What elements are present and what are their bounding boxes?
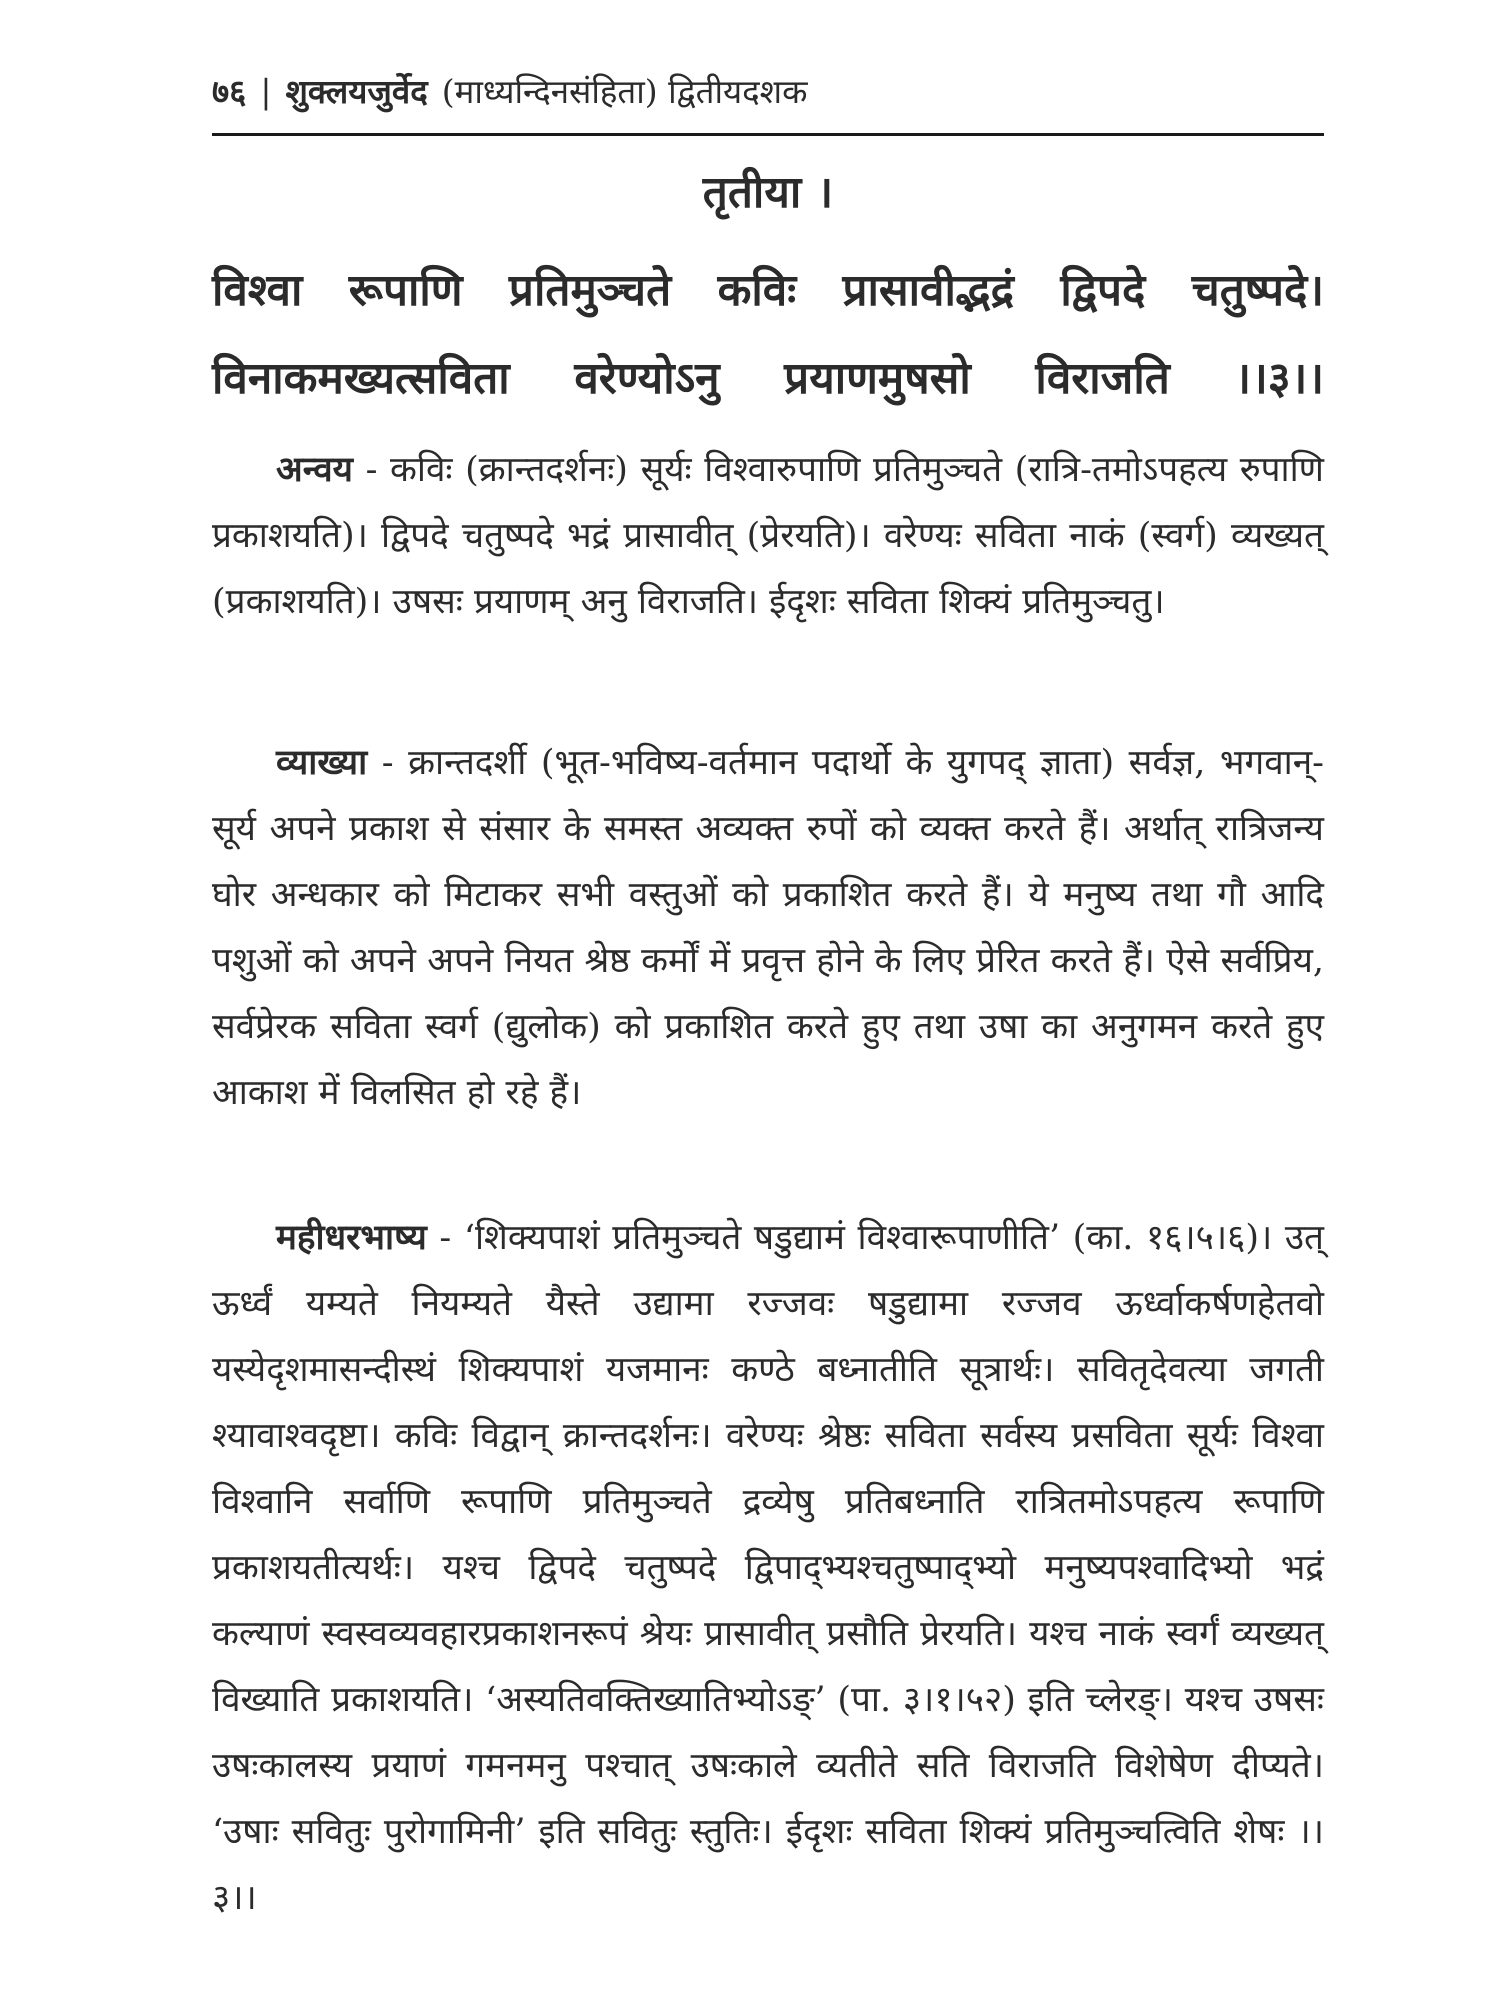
- running-header: [212, 68, 1324, 128]
- header-rule: [212, 133, 1324, 136]
- vyakhya-text: - क्रान्तदर्शी (भूत-भविष्य-वर्तमान पदार्थो के युगपद् ज्ञाता) सर्वज्ञ, भगवान्-सूर्य अपने प्रकाश से संसार के समस्त अव्यक्त रुपों को व्यक्त करते हैं। अर्थात् रात्रिजन्य घोर अन्धकार को मिटाकर सभी वस्तुओं को प्रकाशित करते हैं। ये मनुष्य तथा गौ आदि पशुओं को अपने अपने नियत श्रेष्ठ कर्मों में प्रवृत्त होने के लिए प्रेरित करते हैं। ऐसे सर्वप्रिय, सर्वप्रेरक सविता स्वर्ग (द्युलोक) को प्रकाशित करते हुए तथा उषा का अनुगमन करते हुए आकाश में विलसित हो रहे हैं।: [212, 743, 1324, 1113]
- book-title: शुक्लयजुर्वेद: [285, 72, 428, 111]
- mahidhar-text: - ‘शिक्यपाशं प्रतिमुञ्चते षडुद्यामं विश्वारूपाणीति’ (का. १६।५।६)। उत् ऊर्ध्वं यम्यते नियम्यते यैस्ते उद्यामा रज्जवः षडुद्यामा रज्जव ऊर्ध्वाकर्षणहेतवो यस्येदृशमासन्दीस्थं शिक्यपाशं यजमानः कण्ठे बध्नातीति सूत्रार्थः। सवितृदेवत्या जगती श्यावाश्वदृष्टा। कविः विद्वान् क्रान्तदर्शनः। वरेण्यः श्रेष्ठः सविता सर्वस्य प्रसविता सूर्यः विश्वा विश्वानि सर्वाणि रूपाणि प्रतिमुञ्चते द्रव्येषु प्रतिबध्नाति रात्रितमोऽपहत्य रूपाणि प्रकाशयतीत्यर्थः। यश्च द्विपदे चतुष्पदे द्विपाद्भ्यश्चतुष्पाद्भ्यो मनुष्यपश्वादिभ्यो भद्रं कल्याणं स्वस्वव्यवहारप्रकाशनरूपं श्रेयः प्रासावीत् प्रसौति प्रेरयति। यश्च नाकं स्वर्गं व्यख्यत् विख्याति प्रकाशयति। ‘अस्यतिवक्तिख्यातिभ्योऽङ्’ (पा. ३।१।५२) इति च्लेरङ्। यश्च उषसः उषःकालस्य प्रयाणं गमनमनु पश्चात् उषःकाले व्यतीते सति विराजति विशेषेण दीप्यते। ‘उषाः सवितुः पुरोगामिनी’ इति सवितुः स्तुतिः। ईदृशः सविता शिक्यं प्रतिमुञ्चत्विति शेषः ।।३।।: [212, 1218, 1324, 1918]
- vyakhya-paragraph: [212, 730, 1324, 1126]
- page-number: ७६: [212, 72, 247, 111]
- book-subtitle: (माध्यन्दिनसंहिता) द्वितीयदशक: [441, 72, 808, 111]
- mahidhar-label: महीधरभाष्य: [276, 1217, 427, 1258]
- anvay-label: अन्वय: [276, 449, 353, 490]
- vyakhya-label: व्याख्या: [276, 742, 368, 783]
- header-separator: |: [260, 72, 272, 111]
- anvay-text: - कविः (क्रान्तदर्शनः) सूर्यः विश्वारुपाणि प्रतिमुञ्चते (रात्रि-तमोऽपहत्य रुपाणि प्रकाशयति)। द्विपदे चतुष्पदे भद्रं प्रासावीत् (प्रेरयति)। वरेण्यः सविता नाकं (स्वर्ग) व्यख्यत् (प्रकाशयति)। उषसः प्रयाणम् अनु विराजति। ईदृशः सविता शिक्यं प्रतिमुञ्चतु।: [212, 450, 1324, 622]
- section-heading: तृतीया ।: [702, 167, 834, 218]
- mantra-line-2: विनाकमख्यत्सविता वरेण्योऽनु प्रयाणमुषसो विराजति ।।३।।: [212, 353, 1324, 404]
- mahidhar-paragraph: [212, 1205, 1324, 1931]
- anvay-paragraph: [212, 437, 1324, 635]
- mantra-line-1: विश्वा रूपाणि प्रतिमुञ्चते कविः प्रासावीद्भद्रं द्विपदे चतुष्पदे।: [212, 265, 1324, 316]
